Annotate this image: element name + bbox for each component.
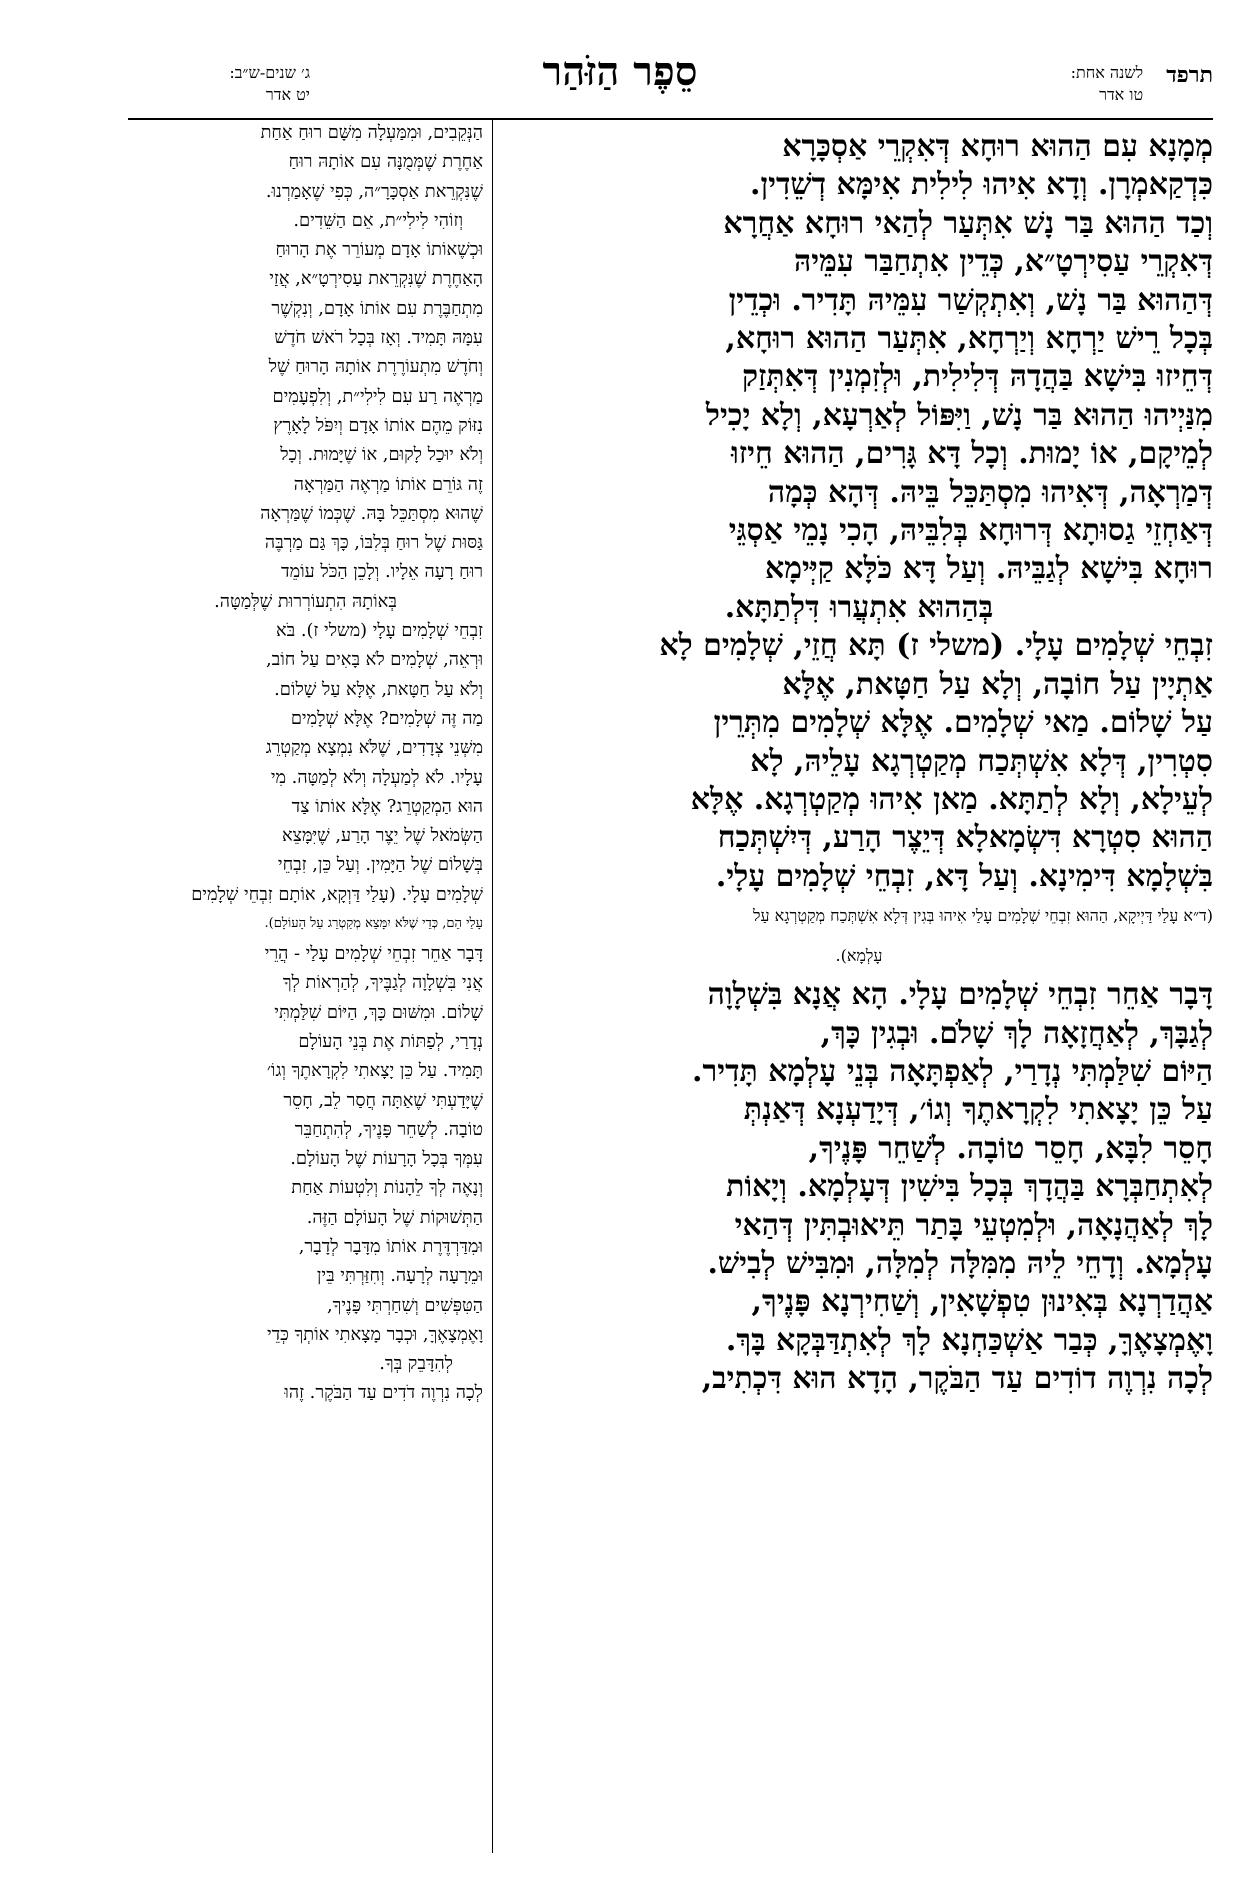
text-line: סִטְרִין, דְּלָא אִשְׁתְּכַח מְקַטְרְגָא עָלֵיהּ, לָא: [750, 743, 1213, 779]
text-line: עָלָיו. לֹא לְמַעְלָה וְלֹא לְמַטָּה. מִי: [270, 766, 483, 788]
text-line: עִמָּהּ תָּמִיד. וְאָז בְּכָל רֹאשׁ חֹדֶשׁ: [274, 327, 483, 349]
text-line: כִּדְקַאמְרָן. וְדָא אִיהוּ לִילִית אִימָּא דְשֵׁדִין.: [750, 167, 1213, 203]
text-line: הָאַחֶרֶת שֶׁנִּקְרֵאת עַסִירְטָ״א, אֲזַי: [269, 268, 483, 290]
text-line: לְהִדָּבֵק בְּךָ.: [379, 1353, 453, 1375]
column-divider: [492, 118, 493, 1853]
text-line: אַחֶרֶת שֶׁמְּמֻנָּה עִם אוֹתָהּ רוּחַ: [288, 151, 483, 173]
text-line: אַתְיָין עַל חוֹבָה, וְלָא עַל חַטָּאת, אֶלָּא: [782, 666, 1213, 702]
text-line: מִשְּׁנֵי צְדָדִים, שֶׁלֹּא נִמְצָא מְקַטְרֵג: [265, 737, 483, 759]
text-line: וָאֶמְצָאֶךָּ, וּכְבָר מָצָאתִי אוֹתְךָ כְּדֵי: [266, 1323, 483, 1345]
text-line: וְלֹא יוּכַל לָקוּם, אוֹ שֶׁיָּמוּת. וְכָל: [280, 444, 483, 466]
text-line: גַּסּוּת שֶׁל רוּחַ בְּלִבּוֹ, כָּךְ גַּם מַרְבֶּה: [264, 532, 483, 554]
text-line: דָּבָר אַחֵר זִבְחֵי שְׁלָמִים עָלָי. הָא אֲנָא בִּשְׁלָוָה: [707, 977, 1213, 1013]
schedule-three-years: ג׳ שנים-ש״ב:: [229, 63, 310, 82]
text-line: לְעֵילָא, וְלָא לְתַתָּא. מַאן אִיהוּ מְקַטְרְגָא. אֶלָּא: [690, 781, 1213, 817]
book-title-area: [520, 44, 720, 104]
header-left: [130, 62, 310, 122]
text-line: וְנָאֶה לְךָ לֵהָנוֹת וְלִטְעוֹת אַחַת: [291, 1177, 483, 1199]
text-line: שֶׁנִּקְרֵאת אַסְכָּרָ״ה, כְּפִי שֶׁאָמַרְנוּ.: [265, 180, 483, 202]
text-line: וְלֹא עַל חַטָּאת, אֶלָּא עַל שָׁלוֹם.: [274, 678, 483, 700]
text-line: תָּמִיד. עַל כֵּן יָצָאתִי לִקְרָאתֶךָ וְגוֹ׳: [266, 1060, 483, 1082]
book-title: סֵפֶר הַזֹּהַר: [542, 48, 698, 95]
text-line: לְכָה נִרְוֶה דֹדִים עַד הַבֹּקֶר. זֶהוּ: [284, 1382, 483, 1404]
text-line: עַל שָׁלוֹם. מַאי שְׁלָמִים. אֶלָּא שְׁלָמִים מִתְּרֵין: [713, 705, 1213, 741]
text-line: עִמְּךָ בְּכָל הָרָעוֹת שֶׁל הָעוֹלָם.: [290, 1148, 483, 1170]
text-line: וּרְאֵה, שְׁלָמִים לֹא בָּאִים עַל חוֹב,: [266, 649, 483, 671]
text-line: אֲנִי בִּשְׁלָוָה לְגַבֶּיךָ, לְהַרְאוֹת לְךָ: [282, 972, 483, 994]
text-line: דְּאִקְרֵי עַסִירְטָ״א, כְּדֵין אִתְחַבַּר עִמֵּיהּ: [794, 244, 1213, 280]
alt-reading-note: (ד״א עָלַי דַּיְיקָא, הַהוּא זִבְחֵי שְׁלָמִים עָלַי אִיהוּ בְּגִין דְּלָא אִשְׁתְּכַח מְקַטְרְגָא עַל: [753, 906, 1213, 926]
text-line: שֶׁהוּא מִסְתַּכֵּל בָּהּ. שֶׁכְּמוֹ שֶׁמַּרְאָה: [260, 502, 483, 524]
alt-reading-note-end: עָלְמָא).: [835, 946, 883, 966]
text-line: בְּכָל רֵישׁ יַרְחָא וְיַרְחָא, אִתְּעַר הַהוּא רוּחָא,: [725, 321, 1213, 357]
text-line: לָךְ לְאַהֲנָאָה, וּלְמִטְעֵי בָּתַר תֵּיאוּבְתִּין דְּהַאי: [734, 1207, 1213, 1243]
schedule-one-year: לשנה אחת:: [1070, 63, 1144, 82]
text-line: טוֹבָה. לְשַׁחֵר פָּנֶיךָ, לְהִתְחַבֵּר: [294, 1118, 483, 1140]
text-line: בְּשָׁלוֹם שֶׁל הַיָּמִין. וְעַל כֵּן, זִבְחֵי: [277, 854, 483, 876]
text-line: לְגַבָּךְ, לְאַחֲזָאָה לָךְ שָׁלֹם. וּבְגִין כָּךְ,: [820, 1015, 1213, 1051]
page-folio: תרפד: [1166, 62, 1213, 88]
hebrew-column: [128, 118, 483, 1408]
text-line: וּמֵרָעָה לְרָעָה. וְחִזַּרְתִּי בֵּין: [316, 1265, 483, 1287]
text-line: זִבְחֵי שְׁלָמִים עָלָי (משלי ז). בֹּא: [275, 620, 483, 642]
text-line: וּכְשֶׁאוֹתוֹ אָדָם מְעוֹרֵר אֶת הָרוּחַ: [275, 239, 483, 261]
text-line: הַהוּא סִטְרָא דִּשְׂמָאלָא דְּיֵצֶר הָרַע, דְּיִשְׁתְּכַח: [717, 820, 1213, 856]
text-line: וְכַד הַהוּא בַּר נָשׁ אִתְּעַר לְהַאי רוּחָא אַחֲרָא: [723, 205, 1213, 241]
text-line: לְכָה נִרְוֶה דוֹדִים עַד הַבֹּקֶר, הָדָא הוּא דִּכְתִיב,: [701, 1361, 1213, 1397]
text-line: שָׁלוֹם. וּמִשּׁוּם כָּךְ, הַיּוֹם שִׁלַּמְתִּי: [274, 1001, 483, 1023]
alt-reading-note: עָלַי הֵם, כְּדֵי שֶׁלֹּא יִמָּצֵא מְקַטְרֵג עַל הָעוֹלָם).: [264, 916, 483, 932]
text-line: מַה זֶּה שְׁלָמִים? אֶלָּא שְׁלָמִים: [290, 707, 483, 729]
text-line: עַל כֵּן יָצָאתִי לִקְרָאתֶךָ וְגוֹ׳, דְּיָדַעְנָא דְּאַנְתְּ: [743, 1092, 1213, 1128]
text-line: זִבְחֵי שְׁלָמִים עָלָי. (משלי ז) תָּא חֲזֵי, שְׁלָמִים לָא: [659, 628, 1213, 664]
text-line: בְּהַהוּא אִתְעֲרוּ דִּלְתַתָּא.: [724, 589, 994, 625]
text-line: בִּשְׁלָמָא דִּימִינָא. וְעַל דָּא, זִבְחֵי שְׁלָמִים עָלָי.: [715, 858, 1213, 894]
aramaic-column: [505, 128, 1213, 1399]
text-line: זֶה גּוֹרֵם אוֹתוֹ מַרְאֶה הַמַּרְאָה: [293, 473, 483, 495]
text-line: דְּמַרְאָה, דְּאִיהוּ מִסְתַּכֵּל בֵּיהּ. דְּהָא כְּמָה: [767, 474, 1213, 510]
text-line: נְדָרַי, לְפַתּוֹת אֶת בְּנֵי הָעוֹלָם: [298, 1030, 483, 1052]
text-line: לְאִתְחַבְּרָא בַּהֲדָךְ בְּכָל בִּישִׁין דְּעָלְמָא. וְיָאוֹת: [726, 1169, 1213, 1205]
date-three-years: יט אדר: [265, 85, 310, 104]
text-line: רוּחַ רָעָה אֵלָיו. וְלָכֵן הַכֹּל עוֹמֵד: [281, 561, 483, 583]
date-one-year: טו אדר: [1099, 85, 1144, 104]
text-line: מַרְאֶה רַע עִם לִילִי״ת, וְלִפְעָמִים: [272, 385, 483, 407]
text-line: הַיּוֹם שִׁלַּמְתִּי נְדָרַי, לְאַפְתָּאָה בְּנֵי עָלְמָא תָּדִיר.: [692, 1053, 1213, 1089]
header-right: [953, 62, 1213, 122]
text-line: בְּאוֹתָהּ הִתְעוֹרְרוּת שֶׁלְּמַטָּה.: [214, 590, 397, 612]
text-line: דָּבָר אַחֵר זִבְחֵי שְׁלָמִים עָלַי - הֲרֵי: [264, 943, 483, 965]
text-line: וּמִדַּרְדֶּרֶת אוֹתוֹ מִדָּבָר לְדָבָר,: [298, 1235, 483, 1257]
text-line: דְּחֵיזוּ בִּישָׁא בַּהֲדָהּ דְּלִילִית, וּלְזִמְנִין דְּאִתְּזַק: [741, 359, 1213, 395]
text-line: חָסֵר לִבָּא, חָסֵר טוֹבָה. לְשַׁחֵר פָּנֶיךָ,: [808, 1130, 1213, 1166]
text-line: רוּחָא בִּישָׁא לְגַבֵּיהּ. וְעַל דָּא כֹּלָּא קַיְּימָא: [764, 551, 1213, 587]
text-line: מִתְחַבֶּרֶת עִם אוֹתוֹ אָדָם, וְנִקְשֶׁר: [271, 297, 483, 319]
text-line: מִנַּיְיהוּ הַהוּא בַּר נָשׁ, וַיִּפּוֹל לְאַרְעָא, וְלָא יָכִיל: [705, 397, 1213, 433]
text-line: הוּא הַמְקַטְרֵג? אֶלָּא אוֹתוֹ צַד: [291, 795, 483, 817]
text-line: הַתְּשׁוּקוֹת שֶׁל הָעוֹלָם הַזֶּה.: [306, 1206, 483, 1228]
text-line: דְּאַחְזֵי גַסוּתָא דְּרוּחָא בְּלִבֵּיהּ, הָכִי נָמֵי אַסְגֵּי: [728, 513, 1213, 549]
text-line: דְּהַהוּא בַּר נָשׁ, וְאִתְקְשַׁר עִמֵּיהּ תָּדִיר. וּכְדֵין: [728, 282, 1213, 318]
text-line: וְזוֹהִי לִילִי״ת, אֵם הַשֵּׁדִים.: [293, 209, 463, 231]
text-line: הַנְּקֵבִים, וּמִמַּעְלָה מִשָּׁם רוּחַ אַחַת: [260, 122, 483, 143]
text-line: וְחֹדֶשׁ מִתְעוֹרֶרֶת אוֹתָהּ הָרוּחַ שֶׁל: [268, 356, 483, 378]
text-line: שְׁלָמִים עָלָי. (עָלַי דַּוְקָא, אוֹתָם זִבְחֵי שְׁלָמִים: [191, 883, 483, 905]
text-line: שֶׁיָּדַעְתִּי שֶׁאַתָּה חֲסַר לֵב, חָסֵר: [283, 1089, 483, 1111]
text-line: נִזּוֹק מֵהֶם אוֹתוֹ אָדָם וְיִפֹּל לָאָרֶץ: [273, 414, 483, 436]
text-line: הַטִּפְּשִׁים וְשִׁחַרְתִּי פָּנֶיךָ,: [327, 1294, 483, 1316]
text-line: וָאֶמְצָאֶךָּ, כְּבַר אַשְׁכַּחְנָא לָךְ לְאִתְדַּבְּקָא בָּךְ.: [725, 1322, 1213, 1358]
text-line: אַהֲדַרְנָא בְּאִינוּן טִפְשָׁאִין, וְשַׁחִירְנָא פָּנֶיךָ,: [751, 1284, 1213, 1320]
text-line: הַשְּׂמֹאל שֶׁל יֵצֶר הָרַע, שֶׁיִּמָּצֵא: [281, 825, 483, 847]
text-line: עָלְמָא. וְדָחֵי לֵיהּ מִמִּלָּה לְמִלָּה, וּמִבִּישׁ לְבִישׁ.: [707, 1245, 1213, 1281]
text-line: לְמֵיקָם, אוֹ יָמוּת. וְכָל דָּא גָּרִים, הַהוּא חֵיזוּ: [731, 436, 1213, 472]
text-line: מְמָנָא עִם הַהוּא רוּחָא דְּאִקְרֵי אַסְכָּרָא: [782, 129, 1213, 164]
